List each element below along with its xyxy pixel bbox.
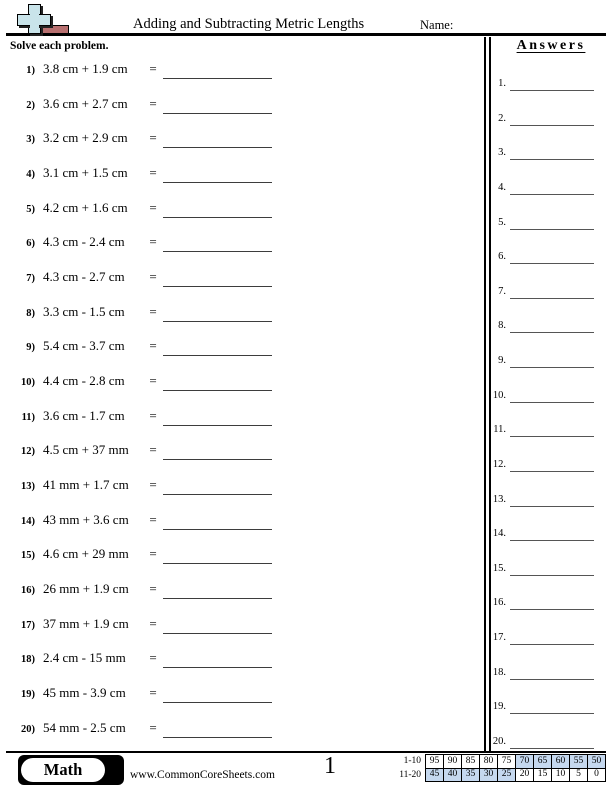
problem-answer-blank[interactable] bbox=[163, 355, 272, 356]
score-cell: 20 bbox=[516, 768, 534, 782]
score-cell: 40 bbox=[444, 768, 462, 782]
page-number: 1 bbox=[324, 753, 336, 779]
answer-number: 3. bbox=[498, 147, 506, 159]
problem-row bbox=[0, 578, 480, 600]
problem-number: 2) bbox=[26, 99, 35, 111]
problem-row bbox=[0, 197, 480, 219]
answer-blank[interactable] bbox=[510, 748, 594, 749]
equals-sign: = bbox=[149, 165, 157, 181]
problem-expression: 4.4 cm - 2.8 cm bbox=[43, 373, 125, 389]
answer-blank[interactable] bbox=[510, 540, 594, 541]
answer-row bbox=[490, 490, 612, 510]
answer-number: 15. bbox=[492, 562, 506, 574]
answers-list bbox=[490, 74, 612, 752]
problem-number: 6) bbox=[26, 238, 35, 250]
instruction-text: Solve each problem. bbox=[10, 40, 109, 52]
problem-expression: 4.3 cm - 2.4 cm bbox=[43, 234, 125, 250]
answer-number: 17. bbox=[492, 632, 506, 643]
answer-blank[interactable] bbox=[510, 159, 594, 160]
problem-expression: 2.4 cm - 15 mm bbox=[43, 650, 126, 666]
score-cell: 25 bbox=[498, 768, 516, 782]
problem-answer-blank[interactable] bbox=[163, 390, 272, 391]
answer-number: 13. bbox=[492, 493, 506, 505]
score-cell: 65 bbox=[534, 755, 552, 769]
answer-row bbox=[490, 455, 612, 475]
problem-answer-blank[interactable] bbox=[163, 702, 272, 703]
problem-expression: 4.6 cm + 29 mm bbox=[43, 546, 129, 562]
problem-expression: 3.6 cm - 1.7 cm bbox=[43, 407, 125, 423]
problem-number: 18) bbox=[21, 654, 35, 666]
problem-expression: 3.6 cm + 2.7 cm bbox=[43, 95, 128, 111]
problem-row bbox=[0, 370, 480, 392]
answer-row bbox=[490, 74, 612, 94]
equals-sign: = bbox=[149, 338, 157, 354]
problem-answer-blank[interactable] bbox=[163, 286, 272, 287]
answer-row bbox=[490, 732, 612, 752]
name-label: Name: bbox=[420, 18, 454, 32]
answer-row bbox=[490, 213, 612, 233]
answer-number: 11. bbox=[493, 424, 506, 436]
problem-expression: 54 mm - 2.5 cm bbox=[43, 719, 126, 735]
score-cell: 5 bbox=[570, 768, 588, 782]
answer-number: 9. bbox=[498, 355, 506, 366]
equals-sign: = bbox=[149, 685, 157, 701]
answer-row bbox=[490, 351, 612, 371]
answer-blank[interactable] bbox=[510, 506, 594, 507]
problem-answer-blank[interactable] bbox=[163, 321, 272, 322]
problem-number: 19) bbox=[21, 689, 35, 701]
problem-number: 13) bbox=[21, 481, 35, 493]
answer-row bbox=[490, 559, 612, 579]
equals-sign: = bbox=[149, 581, 157, 597]
problem-number: 5) bbox=[26, 203, 35, 215]
problem-number: 10) bbox=[21, 377, 35, 389]
equals-sign: = bbox=[149, 719, 157, 735]
problem-row bbox=[0, 162, 480, 184]
problem-answer-blank[interactable] bbox=[163, 217, 272, 218]
problem-row bbox=[0, 301, 480, 323]
problem-answer-blank[interactable] bbox=[163, 633, 272, 634]
score-cell: 75 bbox=[498, 755, 516, 769]
problem-number: 14) bbox=[21, 515, 35, 527]
score-cell: 30 bbox=[480, 768, 498, 782]
problem-number: 16) bbox=[21, 585, 35, 597]
answer-row bbox=[490, 316, 612, 336]
answer-blank[interactable] bbox=[510, 609, 594, 610]
problem-expression: 5.4 cm - 3.7 cm bbox=[43, 338, 125, 354]
equals-sign: = bbox=[149, 442, 157, 458]
problem-expression: 41 mm + 1.7 cm bbox=[43, 477, 129, 493]
problem-row bbox=[0, 647, 480, 669]
problem-expression: 3.8 cm + 1.9 cm bbox=[43, 61, 128, 76]
problem-row bbox=[0, 439, 480, 461]
score-table bbox=[399, 754, 606, 782]
problem-row bbox=[0, 717, 480, 739]
problem-row bbox=[0, 58, 480, 80]
answer-number: 18. bbox=[492, 666, 506, 678]
answer-number: 4. bbox=[498, 181, 506, 193]
score-cell: 35 bbox=[462, 768, 480, 782]
problem-number: 3) bbox=[26, 134, 35, 146]
answer-blank[interactable] bbox=[510, 402, 594, 403]
answer-number: 2. bbox=[498, 112, 506, 124]
equals-sign: = bbox=[149, 61, 157, 76]
answer-row bbox=[490, 109, 612, 129]
problem-answer-blank[interactable] bbox=[163, 147, 272, 148]
problem-row bbox=[0, 613, 480, 635]
problem-row bbox=[0, 231, 480, 253]
problem-row bbox=[0, 93, 480, 115]
website-url: www.CommonCoreSheets.com bbox=[130, 769, 275, 781]
score-row-label: 1-10 bbox=[403, 756, 421, 767]
equals-sign: = bbox=[149, 95, 157, 111]
equals-sign: = bbox=[149, 477, 157, 493]
answer-number: 12. bbox=[492, 458, 506, 470]
answer-number: 8. bbox=[498, 320, 506, 332]
answer-blank[interactable] bbox=[510, 367, 594, 368]
problem-number: 8) bbox=[26, 307, 35, 319]
header-rule bbox=[6, 33, 606, 36]
problem-answer-blank[interactable] bbox=[163, 494, 272, 495]
equals-sign: = bbox=[149, 130, 157, 146]
answer-number: 10. bbox=[492, 389, 506, 401]
answer-number: 7. bbox=[498, 285, 506, 297]
answer-number: 16. bbox=[492, 597, 506, 609]
problem-row bbox=[0, 405, 480, 427]
equals-sign: = bbox=[149, 373, 157, 389]
problem-expression: 3.3 cm - 1.5 cm bbox=[43, 303, 125, 319]
subject-pill bbox=[21, 758, 105, 782]
answer-row bbox=[490, 697, 612, 717]
score-cell: 15 bbox=[534, 768, 552, 782]
answer-row bbox=[490, 628, 612, 648]
answer-blank[interactable] bbox=[510, 194, 594, 195]
problem-expression: 3.1 cm + 1.5 cm bbox=[43, 165, 128, 181]
equals-sign: = bbox=[149, 269, 157, 285]
problem-expression: 26 mm + 1.9 cm bbox=[43, 581, 129, 597]
problem-expression: 45 mm - 3.9 cm bbox=[43, 685, 126, 701]
problem-answer-blank[interactable] bbox=[163, 598, 272, 599]
problem-answer-blank[interactable] bbox=[163, 563, 272, 564]
answer-number: 14. bbox=[492, 528, 506, 540]
problem-expression: 4.2 cm + 1.6 cm bbox=[43, 199, 128, 215]
problem-answer-blank[interactable] bbox=[163, 459, 272, 460]
score-row-bottom bbox=[399, 768, 605, 782]
score-cell: 50 bbox=[588, 755, 606, 769]
problem-row bbox=[0, 682, 480, 704]
worksheet-title: Adding and Subtracting Metric Lengths bbox=[133, 16, 365, 32]
problem-number: 4) bbox=[26, 169, 35, 181]
minus-bar-shape bbox=[39, 25, 69, 34]
problem-answer-blank[interactable] bbox=[163, 737, 272, 738]
problem-number: 7) bbox=[26, 273, 35, 285]
problem-number: 20) bbox=[21, 723, 35, 735]
problem-expression: 43 mm + 3.6 cm bbox=[43, 511, 129, 527]
answer-number: 5. bbox=[498, 216, 506, 228]
problem-answer-blank[interactable] bbox=[163, 182, 272, 183]
answers-heading: Answers bbox=[516, 38, 586, 53]
answer-row bbox=[490, 663, 612, 683]
answer-row bbox=[490, 386, 612, 406]
problem-answer-blank[interactable] bbox=[163, 78, 272, 79]
score-row-label: 11-20 bbox=[399, 769, 421, 780]
equals-sign: = bbox=[149, 511, 157, 527]
subject-label: Math bbox=[43, 760, 83, 779]
answer-row bbox=[490, 593, 612, 613]
problem-row bbox=[0, 335, 480, 357]
problem-row bbox=[0, 266, 480, 288]
score-cell: 45 bbox=[426, 768, 444, 782]
answer-row bbox=[490, 247, 612, 267]
answer-row bbox=[490, 178, 612, 198]
answer-blank[interactable] bbox=[510, 229, 594, 230]
answer-blank[interactable] bbox=[510, 332, 594, 333]
problems-list bbox=[0, 58, 480, 739]
answer-row bbox=[490, 282, 612, 302]
problem-expression: 4.5 cm + 37 mm bbox=[43, 442, 129, 458]
problem-answer-blank[interactable] bbox=[163, 113, 272, 114]
score-cell: 55 bbox=[570, 755, 588, 769]
answer-blank[interactable] bbox=[510, 644, 594, 645]
answer-number: 6. bbox=[498, 251, 506, 263]
answer-blank[interactable] bbox=[510, 713, 594, 714]
problem-answer-blank[interactable] bbox=[163, 529, 272, 530]
answer-blank[interactable] bbox=[510, 679, 594, 680]
answer-blank[interactable] bbox=[510, 298, 594, 299]
answer-blank[interactable] bbox=[510, 575, 594, 576]
score-cell: 85 bbox=[462, 755, 480, 769]
answer-blank[interactable] bbox=[510, 263, 594, 264]
problem-row bbox=[0, 474, 480, 496]
score-cell: 80 bbox=[480, 755, 498, 769]
answer-number: 20. bbox=[492, 735, 506, 747]
answer-row bbox=[490, 524, 612, 544]
equals-sign: = bbox=[149, 407, 157, 423]
problem-answer-blank[interactable] bbox=[163, 251, 272, 252]
equals-sign: = bbox=[149, 234, 157, 250]
problem-row bbox=[0, 127, 480, 149]
answer-number: 1. bbox=[498, 78, 506, 89]
answer-blank[interactable] bbox=[510, 125, 594, 126]
answer-row bbox=[490, 420, 612, 440]
score-cell: 90 bbox=[444, 755, 462, 769]
problem-number: 17) bbox=[21, 619, 35, 631]
equals-sign: = bbox=[149, 615, 157, 631]
score-cell: 0 bbox=[588, 768, 606, 782]
score-cell: 70 bbox=[516, 755, 534, 769]
score-cell: 95 bbox=[426, 755, 444, 769]
equals-sign: = bbox=[149, 199, 157, 215]
answer-blank[interactable] bbox=[510, 436, 594, 437]
score-cell: 60 bbox=[552, 755, 570, 769]
problem-row bbox=[0, 543, 480, 565]
problem-expression: 3.2 cm + 2.9 cm bbox=[43, 130, 128, 146]
plus-minus-icon bbox=[15, 4, 75, 35]
problem-number: 15) bbox=[21, 550, 35, 562]
problem-number: 9) bbox=[26, 342, 35, 354]
answer-blank[interactable] bbox=[510, 471, 594, 472]
problem-answer-blank[interactable] bbox=[163, 667, 272, 668]
score-row-top bbox=[399, 755, 605, 769]
answer-row bbox=[490, 143, 612, 163]
problem-number: 12) bbox=[21, 446, 35, 458]
equals-sign: = bbox=[149, 650, 157, 666]
answer-number: 19. bbox=[492, 701, 506, 713]
problem-expression: 37 mm + 1.9 cm bbox=[43, 615, 129, 631]
problem-number: 1) bbox=[26, 65, 35, 76]
subject-badge bbox=[18, 755, 124, 785]
problem-expression: 4.3 cm - 2.7 cm bbox=[43, 269, 125, 285]
score-cell: 10 bbox=[552, 768, 570, 782]
equals-sign: = bbox=[149, 303, 157, 319]
problem-answer-blank[interactable] bbox=[163, 425, 272, 426]
problem-number: 11) bbox=[21, 411, 35, 423]
problem-row bbox=[0, 509, 480, 531]
answer-blank[interactable] bbox=[510, 90, 594, 91]
equals-sign: = bbox=[149, 546, 157, 562]
